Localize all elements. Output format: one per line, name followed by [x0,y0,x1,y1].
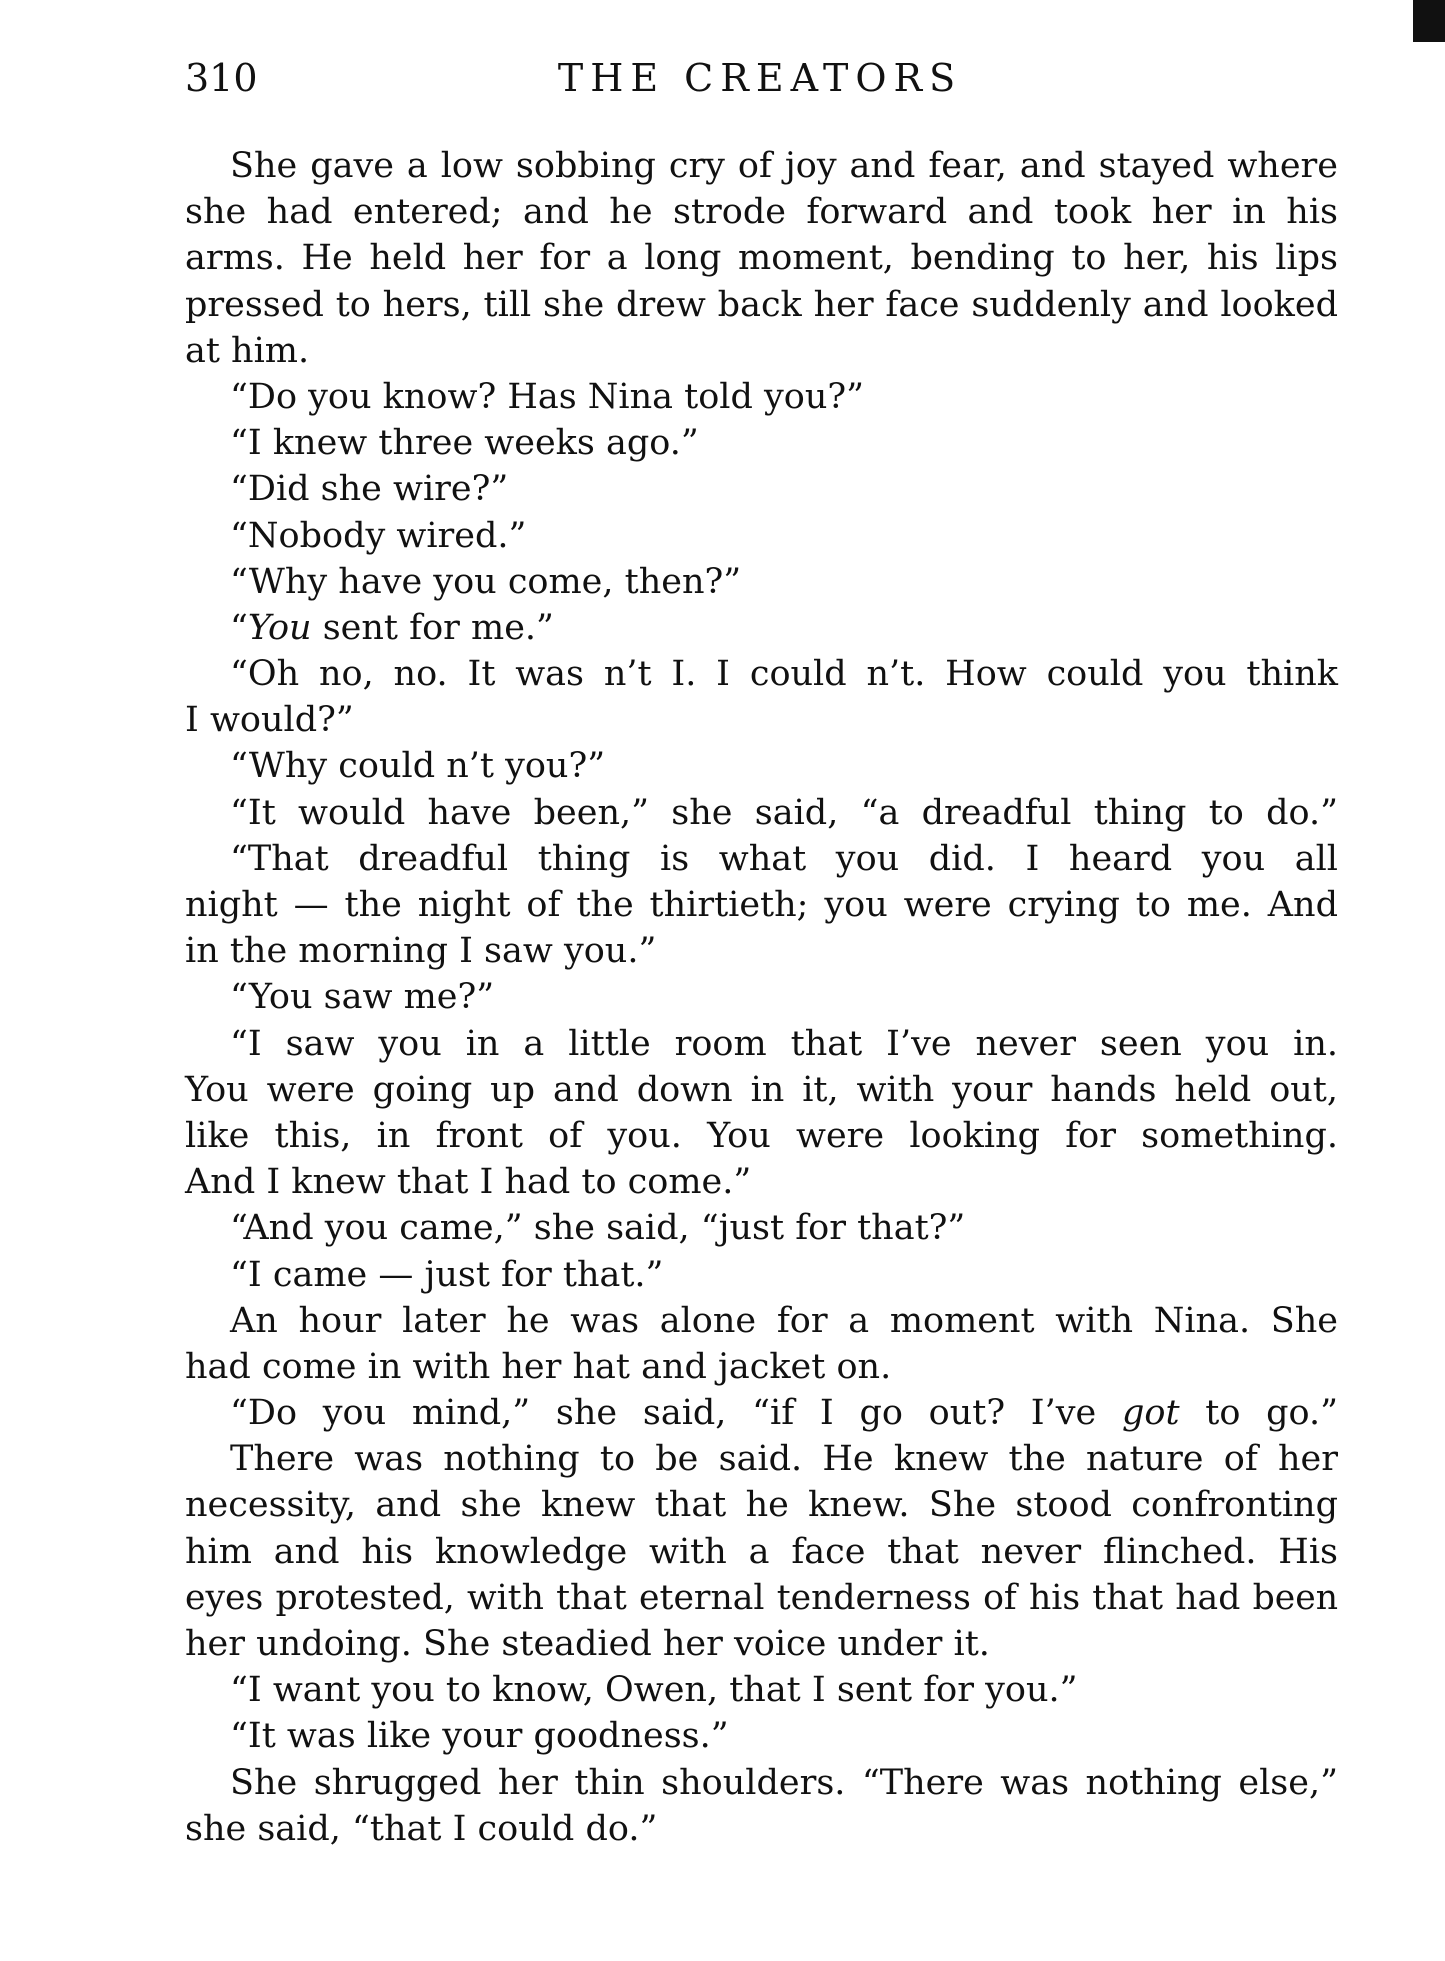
page-number: 310 [185,56,258,100]
text-line: him and his knowledge with a face that never flinched. His [185,1531,1338,1572]
text-line: “I came — just for that.” [230,1254,664,1295]
italic-text: You [247,607,312,648]
text-line: “I want you to know, Owen, that I sent for you.” [230,1670,1078,1711]
text-line: in the morning I saw you.” [185,931,657,972]
text-line: “It was like your goodness.” [230,1716,729,1757]
italic-text: got [1121,1393,1180,1434]
text-line: She gave a low sobbing cry of joy and fear, and stayed where [230,146,1338,186]
text-line: “And you came,” she said, “just for that?” [230,1208,966,1249]
text-line: I would?” [185,700,354,741]
body-text [185,143,1338,1852]
text-line: “Why could n’t you?” [230,746,606,787]
text-line: She shrugged her thin shoulders. “There was nothing else,” [230,1762,1338,1803]
text-line: arms. He held her for a long moment, bending to her, his lips [185,238,1338,279]
text-line: necessity, and she knew that he knew. She stood confronting [185,1485,1338,1526]
text-line: “Did she wire?” [230,469,509,510]
text-span: sent for me.” [311,607,554,648]
text-span: “Do you mind,” she said, “if I go out? I’ve [230,1393,1122,1434]
text-span: “ [230,607,248,648]
page-header [185,56,1335,116]
text-line: night — the night of the thirtieth; you were crying to me. And [185,885,1338,925]
scan-edge-mark [1413,0,1445,42]
text-line: “I knew three weeks ago.” [230,423,699,464]
text-line: “Nobody wired.” [230,515,527,556]
text-span: to go.” [1179,1393,1338,1434]
text-line: “It would have been,” she said, “a dreadful thing to do.” [230,792,1338,833]
text-line: You were going up and down in it, with your hands held out, [185,1069,1338,1110]
text-line: her undoing. She steadied her voice under it. [185,1624,990,1664]
text-line: “Do you know? Has Nina told you?” [230,376,865,417]
text-line: And I knew that I had to come.” [185,1162,752,1203]
text-line: eyes protested, with that eternal tenderness of his that had been [185,1577,1338,1618]
text-line: she had entered; and he strode forward and took her in his [185,192,1338,233]
text-line: like this, in front of you. You were looking for something. [185,1115,1338,1156]
text-line: pressed to hers, till she drew back her face suddenly and looked [185,284,1338,325]
text-line: “You saw me?” [230,977,495,1018]
text-line: at him. [185,330,310,371]
text-line: “I saw you in a little room that I’ve never seen you in. [230,1023,1338,1064]
text-line: she said, “that I could do.” [185,1808,658,1849]
text-line: An hour later he was alone for a moment with Nina. She [230,1300,1338,1341]
text-line: had come in with her hat and jacket on. [185,1346,892,1387]
text-line: “That dreadful thing is what you did. I heard you all [230,838,1338,879]
text-line: “Why have you come, then?” [230,561,742,602]
text-line [185,605,1338,651]
text-line: “Oh no, no. It was n’t I. I could n’t. How could you think [230,654,1338,695]
text-line: There was nothing to be said. He knew the nature of her [230,1439,1338,1480]
running-title: THE CREATORS [557,56,963,100]
text-line [185,1390,1338,1436]
